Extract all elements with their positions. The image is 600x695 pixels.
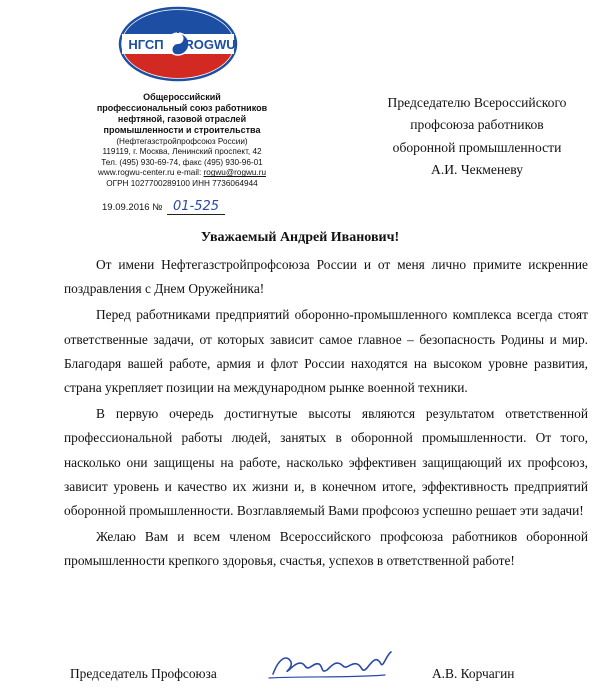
handwritten-signature (265, 648, 405, 684)
letter-number: 01-525 (167, 199, 225, 215)
org-ids: ОГРН 1027700289100 ИНН 7736064944 (106, 178, 258, 188)
number-sign: № (152, 202, 163, 213)
addressee-line: оборонной промышленности (392, 139, 562, 155)
org-name (82, 92, 282, 136)
body-paragraph: От имени Нефтегазстройпрофсоюза России и от меня лично примите искренние поздравления с Днем Оружейника! (64, 257, 588, 297)
signatory-title: Председатель Профсоюза (70, 666, 217, 681)
addressee-block (358, 92, 596, 181)
org-name-line: Общероссийский (143, 92, 221, 102)
body-paragraph: В первую очередь достигнутые высоты являются результатом ответственной профессиональной работы людей, занятых в оборонной промышленности. От того, насколько они защищены на работе, насколько эффективен защищающий их профсоюз, зависит уровень и качество их жизни и, в конечном итоге, эффективность предприятий оборонной промышленности. Возглавляемый Вами профсоюз успешно решает эти задачи! (64, 406, 588, 519)
org-web-email (82, 168, 282, 178)
logo-left-text: НГСП (128, 37, 164, 52)
org-short-name: (Нефтегазстройпрофсоюз России) (116, 137, 248, 146)
org-phone: Тел. (495) 930-69-74, факс (495) 930-96-01 (101, 157, 263, 167)
letter-date-number (102, 199, 225, 214)
letter-body (64, 253, 588, 574)
signature-row (70, 660, 590, 688)
org-email-link[interactable]: rogwu@rogwu.ru (203, 168, 267, 178)
org-address: 119119, г. Москва, Ленинский проспект, 42 (102, 147, 262, 157)
body-paragraph: Перед работниками предприятий оборонно-промышленного комплекса всегда стоят ответственные задачи, от которых зависит самое главное – безопасность Родины и мир. Благодаря вашей работе, армия и флот России находятся на высоком уровне развития, страна укрепляет позиции на международном рынке военной техники. (64, 307, 588, 396)
org-name-line: промышленности и строительства (103, 125, 261, 135)
org-email-label: e-mail: (176, 168, 202, 178)
greeting: Уважаемый Андрей Иванович! (200, 230, 400, 245)
addressee-line: Председателю Всероссийского (387, 95, 567, 110)
org-name-line: профессиональный союз работников (96, 103, 268, 113)
union-logo (118, 6, 238, 82)
org-name-line: нефтяной, газовой отраслей (117, 114, 247, 124)
signatory-name: А.В. Корчагин (432, 666, 515, 681)
org-details (82, 137, 282, 189)
org-letterhead (82, 92, 282, 189)
body-paragraph: Желаю Вам и всем членом Всероссийского профсоюза работников оборонной промышленности крепкого здоровья, счастья, успехов в ответственной работе! (64, 529, 588, 569)
logo-right-text: ROGWU (184, 37, 236, 52)
addressee-line: А.И. Чекменеву (431, 161, 523, 177)
letter-date: 19.09.2016 (102, 202, 150, 213)
addressee-line: профсоюза работников (410, 117, 544, 133)
org-website[interactable]: www.rogwu-center.ru (97, 168, 175, 178)
